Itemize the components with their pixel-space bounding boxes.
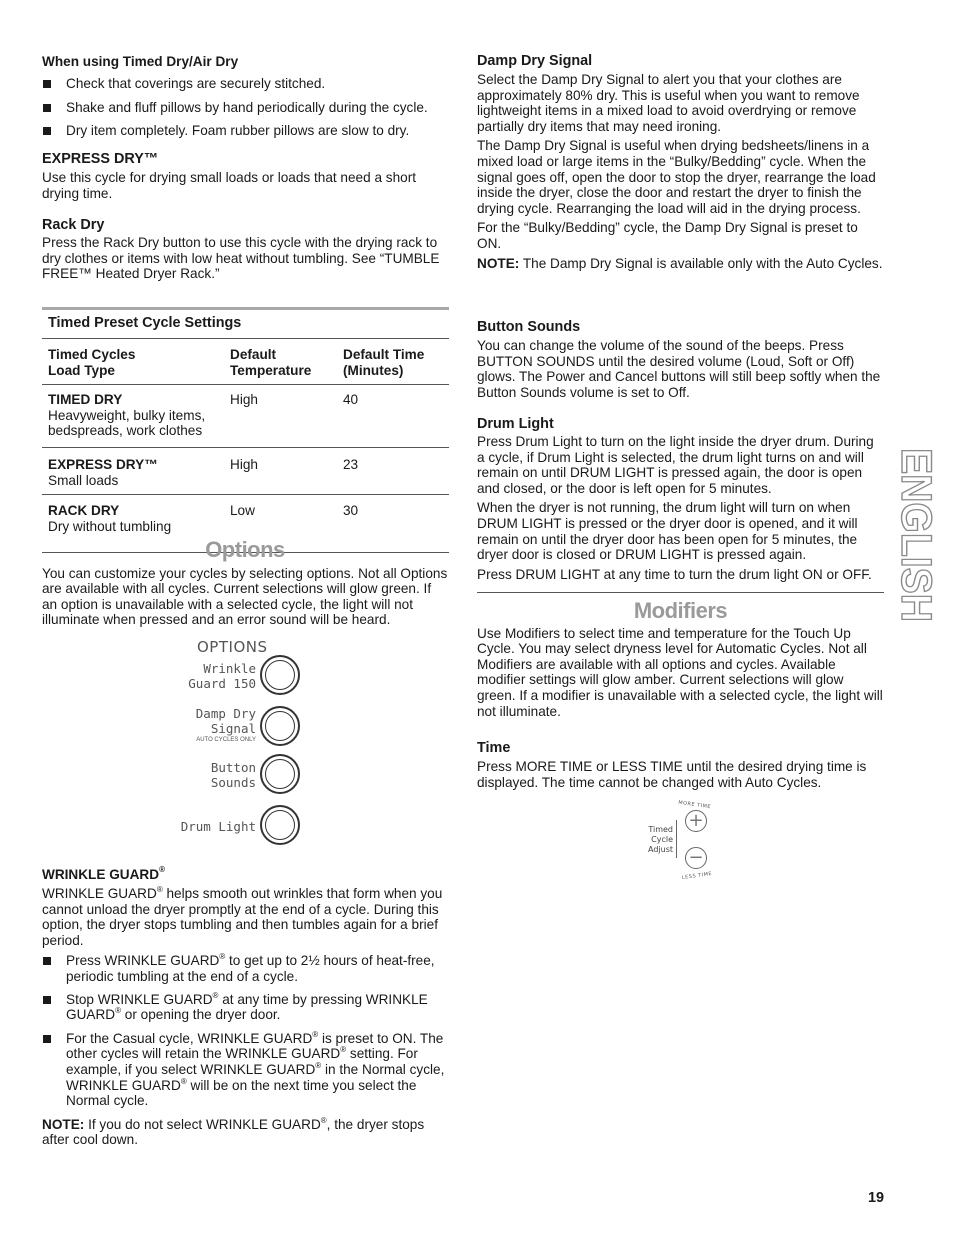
language-tab-text: ENGLISH <box>892 448 940 640</box>
option-label: Button Sounds <box>210 760 256 790</box>
damp-dry-signal-section <box>477 53 884 271</box>
less-time-label: LESS TIME <box>681 870 713 882</box>
paragraph: Press MORE TIME or LESS TIME until the desired drying time is displayed. The time cannot be changed with Auto Cycles. <box>477 759 867 790</box>
divider <box>477 592 884 593</box>
language-tab <box>892 448 942 640</box>
section-heading: Drum Light <box>477 416 554 432</box>
table-header: Timed Cycles Load Type <box>48 347 136 378</box>
cycle-name: TIMED DRY <box>48 392 123 408</box>
table-header: Default Temperature <box>230 347 312 378</box>
damp-dry-signal-button[interactable] <box>260 706 300 746</box>
cycle-time: 23 <box>343 456 359 472</box>
paragraph: Select the Damp Dry Signal to alert you that your clothes are approximately 80% dry. This is useful when you want to remove lightweight items in a mixed load to avoid overdrying or remove partially dry items that may need ironing. <box>477 72 860 134</box>
paragraph: Use Modifiers to select time and temperature for the Touch Up Cycle. You may select dryness level for Automatic Cycles. Not all Modifiers are available with all options and cycles. Available modifier settings will glow amber. Current selections will glow green. If a modifier is unavailable with a selected cycle, the light will not illuminate. <box>477 625 883 719</box>
modifiers-section <box>477 598 884 719</box>
cycle-time: 40 <box>343 392 359 408</box>
paragraph: Press the Rack Dry button to use this cycle with the drying rack to dry clothes or items with low heat without tumbling. See “TUMBLE FREE™ Heated Dryer Rack.” <box>42 235 440 282</box>
cycle-desc: Heavyweight, bulky items, bedspreads, work clothes <box>48 407 206 439</box>
divider <box>676 820 677 858</box>
express-dry-section <box>42 151 448 201</box>
section-heading: Damp Dry Signal <box>477 53 593 69</box>
wrinkle-guard-button[interactable] <box>260 655 300 695</box>
table-title: Timed Preset Cycle Settings <box>42 310 449 339</box>
cycle-name: EXPRESS DRY™ <box>48 456 158 472</box>
section-heading: Button Sounds <box>477 319 581 335</box>
paragraph: Press Drum Light to turn on the light inside the dryer drum. During a cycle, if Drum Light is selected, the drum light turns on and will remain on until DRUM LIGHT is pressed again, the door is open and closed, or the door is left open for 5 minutes. <box>477 434 874 496</box>
options-section <box>42 537 448 628</box>
table-header: Default Time (Minutes) <box>343 347 425 378</box>
section-heading: EXPRESS DRY™ <box>42 151 159 167</box>
cycle-name: RACK DRY <box>48 503 120 519</box>
more-time-button[interactable]: + <box>685 810 707 832</box>
section-title: Options <box>205 537 285 562</box>
list-item: Dry item completely. Foam rubber pillows are slow to dry. <box>42 123 448 139</box>
paragraph: You can customize your cycles by selecting options. Not all Options are available with all cycles. Current selections will glow green. If an option is unavailable with a selected cycle, the light will not illuminate when pressed and an error sound will be heard. <box>42 565 448 628</box>
drum-light-button[interactable] <box>260 805 300 845</box>
list-item: Stop WRINKLE GUARD® at any time by pressing WRINKLE GUARD® or opening the dryer door. <box>42 992 448 1023</box>
option-label: Drum Light <box>180 819 256 834</box>
paragraph: When the dryer is not running, the drum light will turn on when DRUM LIGHT is pressed or the dryer door is opened, and it will remain on until the dryer door has been open for 5 minutes, the dryer door is closed or DRUM LIGHT is pressed again. <box>477 500 858 563</box>
cycle-settings-table <box>42 307 449 553</box>
paragraph: For the “Bulky/Bedding” cycle, the Damp Dry Signal is preset to ON. <box>477 220 858 251</box>
cycle-temp: High <box>230 456 258 472</box>
section-heading: When using Timed Dry/Air Dry <box>42 54 239 69</box>
options-panel-title: OPTIONS <box>197 638 268 656</box>
time-section <box>477 740 884 790</box>
more-time-label: MORE TIME <box>677 799 712 811</box>
cycle-desc: Dry without tumbling <box>48 518 172 534</box>
paragraph: You can change the volume of the sound of the beeps. Press BUTTON SOUNDS until the desired volume (Loud, Soft or Off) glows. The Power and Cancel buttons will still beep softly when the Button Sounds volume is set to Off. <box>477 338 881 400</box>
paragraph: Use this cycle for drying small loads or loads that need a short drying time. <box>42 170 417 201</box>
option-label: Damp Dry Signal AUTO CYCLES ONLY <box>195 706 256 743</box>
cycle-temp: Low <box>230 503 255 519</box>
button-sounds-section <box>477 319 884 400</box>
section-heading: WRINKLE GUARD® <box>42 865 165 882</box>
cycle-desc: Small loads <box>48 472 119 488</box>
table-row <box>42 385 449 448</box>
page-number: 19 <box>867 1190 884 1206</box>
timed-dry-air-section <box>42 53 448 139</box>
less-time-button[interactable]: − <box>685 847 707 869</box>
table-row <box>42 447 449 494</box>
section-heading: Rack Dry <box>42 217 105 233</box>
table-header-row <box>42 339 449 385</box>
section-heading: Time <box>477 740 511 756</box>
cycle-time: 30 <box>343 503 359 519</box>
section-title: Modifiers <box>633 598 728 623</box>
time-adjust-panel <box>640 798 720 882</box>
list-item: Check that coverings are securely stitched. <box>42 76 448 92</box>
paragraph: Press DRUM LIGHT at any time to turn the drum light ON or OFF. <box>477 566 872 582</box>
wrinkle-guard-section <box>42 866 448 1148</box>
button-sounds-button[interactable] <box>260 754 300 794</box>
paragraph: The Damp Dry Signal is useful when drying bedsheets/linens in a mixed load or large items in the “Bulky/Bedding” cycle. When the signal goes off, open the door to stop the dryer, rearrange the load inside the dryer, close the door and restart the dryer to finish the drying cycle. Rearranging the load will aid in the drying process. <box>477 138 876 216</box>
paragraph: WRINKLE GUARD® helps smooth out wrinkles that form when you cannot unload the dryer promptly at the end of a cycle. During this option, the dryer stops tumbling and then tumbles again for a brief period. <box>42 885 443 948</box>
cycle-temp: High <box>230 392 258 408</box>
time-panel-label: Timed Cycle Adjust <box>647 825 673 854</box>
rack-dry-section <box>42 217 448 282</box>
note: NOTE: The Damp Dry Signal is available only with the Auto Cycles. <box>477 255 883 271</box>
drum-light-section <box>477 416 884 582</box>
options-panel <box>180 640 310 850</box>
list-item: For the Casual cycle, WRINKLE GUARD® is preset to ON. The other cycles will retain the WRINKLE GUARD® setting. For example, if you select WRINKLE GUARD® in the Normal cycle, WRINKLE GUARD® will be on the next time you select the Normal cycle. <box>42 1031 448 1109</box>
note: NOTE: If you do not select WRINKLE GUARD®, the dryer stops after cool down. <box>42 1115 425 1148</box>
option-label: Wrinkle Guard 150 <box>188 661 256 691</box>
list-item: Shake and fluff pillows by hand periodically during the cycle. <box>42 100 448 116</box>
list-item: Press WRINKLE GUARD® to get up to 2½ hours of heat-free, periodic tumbling at the end of a cycle. <box>42 953 448 984</box>
